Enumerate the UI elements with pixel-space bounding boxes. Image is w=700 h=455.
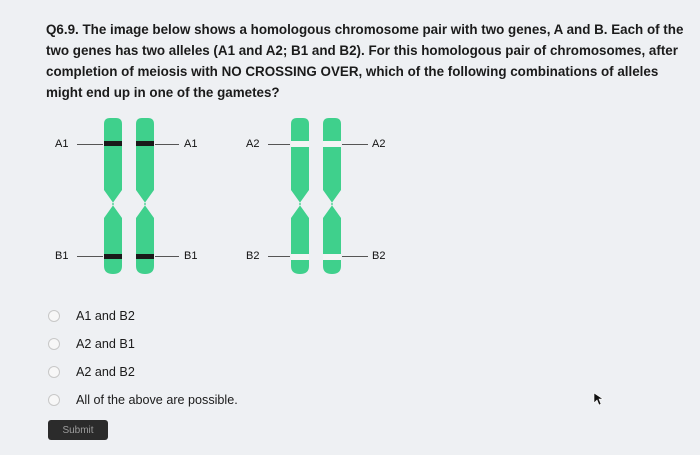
option-a2-b2[interactable] [48, 358, 238, 386]
mouse-cursor-icon [593, 392, 605, 406]
radio-button[interactable] [48, 366, 60, 378]
radio-button[interactable] [48, 310, 60, 322]
question-text: Q6.9. The image below shows a homologous chromosome pair with two genes, A and B. Each of the two genes has two alleles (A1 and A2; B1 and B2). For this homologous pair of chromosomes, after completion of meiosis with NO CROSSING OVER, which of the following combinations of alleles might end up in one of the gametes? [46, 22, 684, 100]
allele-label-b2-right: B2 [372, 250, 386, 262]
option-label: A1 and B2 [76, 309, 135, 323]
option-label: A2 and B2 [76, 365, 135, 379]
answer-options [48, 302, 238, 414]
allele-label-a1-right: A1 [184, 138, 198, 150]
option-a2-b1[interactable] [48, 330, 238, 358]
allele-label-a2-right: A2 [372, 138, 386, 150]
radio-button[interactable] [48, 394, 60, 406]
allele-label-b1-left: B1 [55, 250, 69, 262]
option-label: A2 and B1 [76, 337, 135, 351]
chromosome-a1-b1 [104, 118, 154, 274]
option-a1-b2[interactable] [48, 302, 238, 330]
option-all-possible[interactable] [48, 386, 238, 414]
radio-button[interactable] [48, 338, 60, 350]
option-label: All of the above are possible. [76, 393, 238, 407]
allele-label-a2-left: A2 [246, 138, 260, 150]
submit-button[interactable]: Submit [48, 420, 108, 440]
allele-label-a1-left: A1 [55, 138, 69, 150]
allele-label-b2-left: B2 [246, 250, 260, 262]
allele-label-b1-right: B1 [184, 250, 198, 262]
chromosome-a2-b2 [291, 118, 341, 274]
